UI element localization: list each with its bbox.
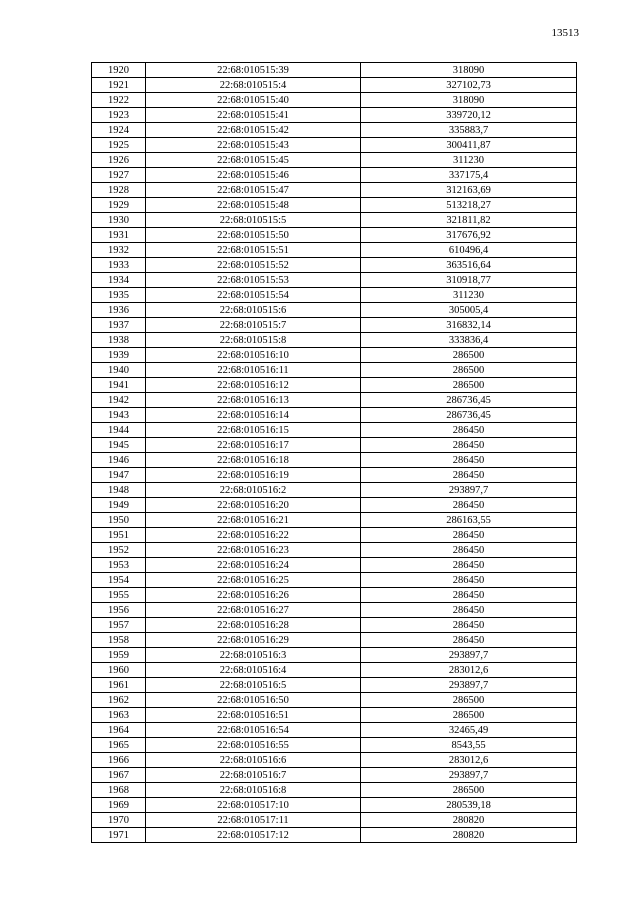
cadastral-number-cell: 22:68:010516:20 xyxy=(146,498,361,513)
table-row xyxy=(92,768,577,783)
row-number-cell: 1966 xyxy=(92,753,146,768)
cadastral-value-cell: 317676,92 xyxy=(361,228,577,243)
cadastral-value-cell: 293897,7 xyxy=(361,483,577,498)
cadastral-number-cell: 22:68:010515:41 xyxy=(146,108,361,123)
cadastral-value-cell: 286500 xyxy=(361,348,577,363)
cadastral-value-cell: 286500 xyxy=(361,783,577,798)
table-body xyxy=(92,63,577,843)
cadastral-number-cell: 22:68:010515:50 xyxy=(146,228,361,243)
row-number-cell: 1965 xyxy=(92,738,146,753)
cadastral-value-cell: 32465,49 xyxy=(361,723,577,738)
cadastral-value-cell: 286450 xyxy=(361,573,577,588)
row-number-cell: 1938 xyxy=(92,333,146,348)
cadastral-value-cell: 293897,7 xyxy=(361,678,577,693)
cadastral-number-cell: 22:68:010516:55 xyxy=(146,738,361,753)
table-row xyxy=(92,213,577,228)
cadastral-number-cell: 22:68:010515:4 xyxy=(146,78,361,93)
row-number-cell: 1946 xyxy=(92,453,146,468)
cadastral-value-cell: 283012,6 xyxy=(361,753,577,768)
cadastral-value-cell: 363516,64 xyxy=(361,258,577,273)
cadastral-value-cell: 283012,6 xyxy=(361,663,577,678)
cadastral-value-cell: 286736,45 xyxy=(361,408,577,423)
cadastral-value-cell: 286500 xyxy=(361,363,577,378)
cadastral-number-cell: 22:68:010516:2 xyxy=(146,483,361,498)
cadastral-number-cell: 22:68:010516:27 xyxy=(146,603,361,618)
cadastral-value-cell: 286736,45 xyxy=(361,393,577,408)
cadastral-number-cell: 22:68:010515:45 xyxy=(146,153,361,168)
table-row xyxy=(92,453,577,468)
cadastral-number-cell: 22:68:010515:52 xyxy=(146,258,361,273)
table-row xyxy=(92,708,577,723)
table-row xyxy=(92,123,577,138)
cadastral-value-cell: 280539,18 xyxy=(361,798,577,813)
row-number-cell: 1959 xyxy=(92,648,146,663)
cadastral-value-cell: 286450 xyxy=(361,438,577,453)
cadastral-value-cell: 280820 xyxy=(361,828,577,843)
table-row xyxy=(92,543,577,558)
row-number-cell: 1925 xyxy=(92,138,146,153)
row-number-cell: 1957 xyxy=(92,618,146,633)
row-number-cell: 1939 xyxy=(92,348,146,363)
cadastral-number-cell: 22:68:010516:7 xyxy=(146,768,361,783)
cadastral-value-cell: 316832,14 xyxy=(361,318,577,333)
table-row xyxy=(92,573,577,588)
row-number-cell: 1960 xyxy=(92,663,146,678)
table-row xyxy=(92,183,577,198)
cadastral-number-cell: 22:68:010516:29 xyxy=(146,633,361,648)
row-number-cell: 1920 xyxy=(92,63,146,78)
cadastral-value-cell: 327102,73 xyxy=(361,78,577,93)
cadastral-value-cell: 286450 xyxy=(361,633,577,648)
cadastral-value-cell: 318090 xyxy=(361,93,577,108)
table-row xyxy=(92,273,577,288)
row-number-cell: 1962 xyxy=(92,693,146,708)
cadastral-value-cell: 293897,7 xyxy=(361,768,577,783)
row-number-cell: 1937 xyxy=(92,318,146,333)
table-row xyxy=(92,303,577,318)
cadastral-value-cell: 610496,4 xyxy=(361,243,577,258)
table-row xyxy=(92,723,577,738)
row-number-cell: 1952 xyxy=(92,543,146,558)
row-number-cell: 1924 xyxy=(92,123,146,138)
table-row xyxy=(92,108,577,123)
cadastral-value-cell: 286450 xyxy=(361,543,577,558)
row-number-cell: 1928 xyxy=(92,183,146,198)
cadastral-value-cell: 286500 xyxy=(361,378,577,393)
cadastral-number-cell: 22:68:010515:8 xyxy=(146,333,361,348)
cadastral-number-cell: 22:68:010517:10 xyxy=(146,798,361,813)
row-number-cell: 1961 xyxy=(92,678,146,693)
table-row xyxy=(92,648,577,663)
cadastral-value-cell: 300411,87 xyxy=(361,138,577,153)
row-number-cell: 1922 xyxy=(92,93,146,108)
cadastral-value-cell: 286450 xyxy=(361,558,577,573)
cadastral-number-cell: 22:68:010516:28 xyxy=(146,618,361,633)
row-number-cell: 1940 xyxy=(92,363,146,378)
row-number-cell: 1931 xyxy=(92,228,146,243)
table-row xyxy=(92,63,577,78)
row-number-cell: 1934 xyxy=(92,273,146,288)
row-number-cell: 1936 xyxy=(92,303,146,318)
cadastral-number-cell: 22:68:010516:18 xyxy=(146,453,361,468)
cadastral-value-table xyxy=(91,62,577,843)
table-row xyxy=(92,408,577,423)
row-number-cell: 1964 xyxy=(92,723,146,738)
cadastral-number-cell: 22:68:010515:42 xyxy=(146,123,361,138)
page-number: 13513 xyxy=(551,27,579,39)
table-row xyxy=(92,258,577,273)
cadastral-number-cell: 22:68:010515:47 xyxy=(146,183,361,198)
table-row xyxy=(92,228,577,243)
table-row xyxy=(92,363,577,378)
cadastral-number-cell: 22:68:010515:5 xyxy=(146,213,361,228)
row-number-cell: 1951 xyxy=(92,528,146,543)
cadastral-number-cell: 22:68:010516:54 xyxy=(146,723,361,738)
cadastral-number-cell: 22:68:010515:43 xyxy=(146,138,361,153)
cadastral-value-cell: 286163,55 xyxy=(361,513,577,528)
cadastral-number-cell: 22:68:010516:3 xyxy=(146,648,361,663)
cadastral-number-cell: 22:68:010516:12 xyxy=(146,378,361,393)
table-row xyxy=(92,498,577,513)
row-number-cell: 1944 xyxy=(92,423,146,438)
table-row xyxy=(92,438,577,453)
row-number-cell: 1930 xyxy=(92,213,146,228)
row-number-cell: 1932 xyxy=(92,243,146,258)
cadastral-number-cell: 22:68:010515:46 xyxy=(146,168,361,183)
row-number-cell: 1941 xyxy=(92,378,146,393)
row-number-cell: 1963 xyxy=(92,708,146,723)
cadastral-value-cell: 286500 xyxy=(361,693,577,708)
cadastral-value-cell: 311230 xyxy=(361,153,577,168)
cadastral-value-cell: 293897,7 xyxy=(361,648,577,663)
row-number-cell: 1969 xyxy=(92,798,146,813)
cadastral-number-cell: 22:68:010516:4 xyxy=(146,663,361,678)
cadastral-value-cell: 286450 xyxy=(361,468,577,483)
row-number-cell: 1921 xyxy=(92,78,146,93)
row-number-cell: 1935 xyxy=(92,288,146,303)
row-number-cell: 1929 xyxy=(92,198,146,213)
row-number-cell: 1958 xyxy=(92,633,146,648)
cadastral-number-cell: 22:68:010515:7 xyxy=(146,318,361,333)
cadastral-value-cell: 339720,12 xyxy=(361,108,577,123)
table-row xyxy=(92,288,577,303)
row-number-cell: 1923 xyxy=(92,108,146,123)
cadastral-number-cell: 22:68:010516:13 xyxy=(146,393,361,408)
table-row xyxy=(92,153,577,168)
cadastral-number-cell: 22:68:010516:21 xyxy=(146,513,361,528)
row-number-cell: 1955 xyxy=(92,588,146,603)
table-row xyxy=(92,78,577,93)
table-row xyxy=(92,753,577,768)
row-number-cell: 1956 xyxy=(92,603,146,618)
cadastral-value-cell: 280820 xyxy=(361,813,577,828)
table-row xyxy=(92,693,577,708)
row-number-cell: 1949 xyxy=(92,498,146,513)
cadastral-number-cell: 22:68:010516:26 xyxy=(146,588,361,603)
cadastral-value-cell: 286450 xyxy=(361,588,577,603)
cadastral-value-cell: 310918,77 xyxy=(361,273,577,288)
cadastral-value-cell: 513218,27 xyxy=(361,198,577,213)
cadastral-number-cell: 22:68:010516:51 xyxy=(146,708,361,723)
row-number-cell: 1927 xyxy=(92,168,146,183)
cadastral-number-cell: 22:68:010516:25 xyxy=(146,573,361,588)
cadastral-number-cell: 22:68:010516:23 xyxy=(146,543,361,558)
row-number-cell: 1947 xyxy=(92,468,146,483)
table-row xyxy=(92,618,577,633)
table-row xyxy=(92,558,577,573)
cadastral-value-cell: 311230 xyxy=(361,288,577,303)
cadastral-number-cell: 22:68:010516:24 xyxy=(146,558,361,573)
table-row xyxy=(92,393,577,408)
row-number-cell: 1945 xyxy=(92,438,146,453)
table-row xyxy=(92,198,577,213)
table-row xyxy=(92,483,577,498)
table-row xyxy=(92,663,577,678)
table-row xyxy=(92,318,577,333)
row-number-cell: 1970 xyxy=(92,813,146,828)
table-row xyxy=(92,783,577,798)
cadastral-number-cell: 22:68:010516:8 xyxy=(146,783,361,798)
table-row xyxy=(92,528,577,543)
cadastral-number-cell: 22:68:010516:22 xyxy=(146,528,361,543)
row-number-cell: 1948 xyxy=(92,483,146,498)
table-row xyxy=(92,813,577,828)
cadastral-value-cell: 321811,82 xyxy=(361,213,577,228)
cadastral-value-cell: 286450 xyxy=(361,498,577,513)
cadastral-number-cell: 22:68:010515:48 xyxy=(146,198,361,213)
table-row xyxy=(92,168,577,183)
table-row xyxy=(92,828,577,843)
cadastral-number-cell: 22:68:010516:10 xyxy=(146,348,361,363)
cadastral-number-cell: 22:68:010516:19 xyxy=(146,468,361,483)
table-row xyxy=(92,588,577,603)
cadastral-number-cell: 22:68:010517:12 xyxy=(146,828,361,843)
row-number-cell: 1953 xyxy=(92,558,146,573)
cadastral-number-cell: 22:68:010515:51 xyxy=(146,243,361,258)
cadastral-value-cell: 286450 xyxy=(361,453,577,468)
cadastral-number-cell: 22:68:010515:53 xyxy=(146,273,361,288)
cadastral-value-cell: 335883,7 xyxy=(361,123,577,138)
cadastral-value-cell: 286450 xyxy=(361,603,577,618)
cadastral-number-cell: 22:68:010515:54 xyxy=(146,288,361,303)
table-row xyxy=(92,798,577,813)
cadastral-number-cell: 22:68:010515:6 xyxy=(146,303,361,318)
row-number-cell: 1954 xyxy=(92,573,146,588)
cadastral-number-cell: 22:68:010516:15 xyxy=(146,423,361,438)
cadastral-value-cell: 286450 xyxy=(361,528,577,543)
table-row xyxy=(92,138,577,153)
row-number-cell: 1926 xyxy=(92,153,146,168)
cadastral-value-cell: 305005,4 xyxy=(361,303,577,318)
table-row xyxy=(92,633,577,648)
table-row xyxy=(92,603,577,618)
cadastral-number-cell: 22:68:010515:40 xyxy=(146,93,361,108)
table-row xyxy=(92,738,577,753)
cadastral-number-cell: 22:68:010515:39 xyxy=(146,63,361,78)
cadastral-value-cell: 312163,69 xyxy=(361,183,577,198)
row-number-cell: 1942 xyxy=(92,393,146,408)
table-row xyxy=(92,513,577,528)
cadastral-number-cell: 22:68:010516:5 xyxy=(146,678,361,693)
table-row xyxy=(92,468,577,483)
cadastral-value-cell: 286500 xyxy=(361,708,577,723)
table-row xyxy=(92,423,577,438)
cadastral-number-cell: 22:68:010516:11 xyxy=(146,363,361,378)
table-row xyxy=(92,333,577,348)
cadastral-number-cell: 22:68:010516:17 xyxy=(146,438,361,453)
cadastral-value-cell: 286450 xyxy=(361,618,577,633)
cadastral-number-cell: 22:68:010516:50 xyxy=(146,693,361,708)
row-number-cell: 1950 xyxy=(92,513,146,528)
row-number-cell: 1968 xyxy=(92,783,146,798)
cadastral-value-cell: 318090 xyxy=(361,63,577,78)
cadastral-number-cell: 22:68:010516:6 xyxy=(146,753,361,768)
table-row xyxy=(92,678,577,693)
cadastral-value-cell: 333836,4 xyxy=(361,333,577,348)
table-row xyxy=(92,378,577,393)
cadastral-number-cell: 22:68:010517:11 xyxy=(146,813,361,828)
row-number-cell: 1967 xyxy=(92,768,146,783)
row-number-cell: 1971 xyxy=(92,828,146,843)
cadastral-value-cell: 286450 xyxy=(361,423,577,438)
cadastral-number-cell: 22:68:010516:14 xyxy=(146,408,361,423)
row-number-cell: 1933 xyxy=(92,258,146,273)
table-row xyxy=(92,93,577,108)
row-number-cell: 1943 xyxy=(92,408,146,423)
cadastral-value-cell: 337175,4 xyxy=(361,168,577,183)
table-row xyxy=(92,243,577,258)
table-row xyxy=(92,348,577,363)
cadastral-value-cell: 8543,55 xyxy=(361,738,577,753)
